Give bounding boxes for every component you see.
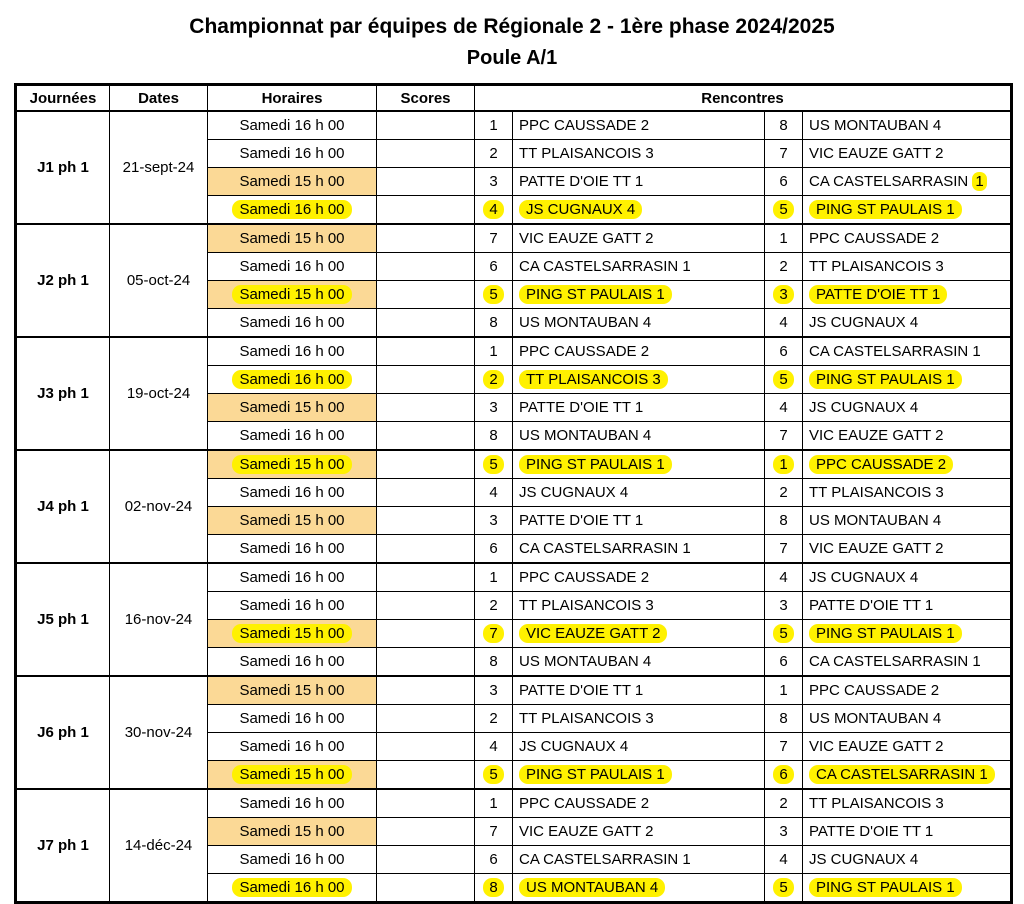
schedule-table xyxy=(14,83,1013,904)
match-row xyxy=(16,337,1012,366)
home-team-cell: US MONTAUBAN 4 xyxy=(513,309,765,338)
away-team-cell xyxy=(803,620,1012,648)
home-team-cell: VIC EAUZE GATT 2 xyxy=(513,224,765,253)
home-number-cell xyxy=(475,366,513,394)
yellow-highlight: PING ST PAULAIS 1 xyxy=(809,200,962,219)
score-cell xyxy=(377,705,475,733)
away-team-cell: TT PLAISANCOIS 3 xyxy=(803,789,1012,818)
score-cell xyxy=(377,140,475,168)
yellow-highlight: 1 xyxy=(773,455,793,474)
home-team-cell: PPC CAUSSADE 2 xyxy=(513,789,765,818)
horaire-cell: Samedi 15 h 00 xyxy=(208,224,377,253)
home-team-cell: US MONTAUBAN 4 xyxy=(513,422,765,451)
home-number-cell: 8 xyxy=(475,422,513,451)
score-cell xyxy=(377,846,475,874)
horaire-cell: Samedi 16 h 00 xyxy=(208,111,377,140)
date-cell: 30-nov-24 xyxy=(110,676,208,789)
yellow-highlight: JS CUGNAUX 4 xyxy=(519,200,642,219)
match-row xyxy=(16,789,1012,818)
yellow-highlight: PING ST PAULAIS 1 xyxy=(809,370,962,389)
yellow-highlight: CA CASTELSARRASIN 1 xyxy=(809,765,995,784)
horaire-cell: Samedi 16 h 00 xyxy=(208,733,377,761)
away-number-cell xyxy=(765,450,803,479)
horaire-cell xyxy=(208,874,377,903)
journee-cell: J1 ph 1 xyxy=(16,111,110,224)
away-number-cell: 3 xyxy=(765,818,803,846)
home-team-cell: PATTE D'OIE TT 1 xyxy=(513,394,765,422)
home-number-cell: 7 xyxy=(475,224,513,253)
page-subtitle: Poule A/1 xyxy=(466,47,558,69)
title-block xyxy=(0,0,1024,70)
journee-cell: J4 ph 1 xyxy=(16,450,110,563)
date-cell: 21-sept-24 xyxy=(110,111,208,224)
home-number-cell: 6 xyxy=(475,846,513,874)
match-row xyxy=(16,111,1012,140)
score-cell xyxy=(377,818,475,846)
away-team-cell: US MONTAUBAN 4 xyxy=(803,507,1012,535)
away-number-cell xyxy=(765,196,803,225)
away-team-cell: US MONTAUBAN 4 xyxy=(803,705,1012,733)
date-cell: 05-oct-24 xyxy=(110,224,208,337)
away-number-cell: 8 xyxy=(765,111,803,140)
yellow-highlight: PING ST PAULAIS 1 xyxy=(519,765,672,784)
date-cell: 02-nov-24 xyxy=(110,450,208,563)
home-team-cell: TT PLAISANCOIS 3 xyxy=(513,592,765,620)
horaire-cell xyxy=(208,761,377,790)
home-team-cell: PPC CAUSSADE 2 xyxy=(513,563,765,592)
home-team-cell xyxy=(513,874,765,903)
horaire-cell: Samedi 16 h 00 xyxy=(208,648,377,677)
horaire-cell: Samedi 16 h 00 xyxy=(208,253,377,281)
score-cell xyxy=(377,789,475,818)
home-team-cell: PATTE D'OIE TT 1 xyxy=(513,507,765,535)
home-number-cell: 6 xyxy=(475,535,513,564)
away-team-cell: PPC CAUSSADE 2 xyxy=(803,224,1012,253)
score-cell xyxy=(377,337,475,366)
journee-cell: J3 ph 1 xyxy=(16,337,110,450)
away-number-cell: 2 xyxy=(765,253,803,281)
away-team-cell xyxy=(803,196,1012,225)
away-team-cell: VIC EAUZE GATT 2 xyxy=(803,422,1012,451)
home-team-cell: TT PLAISANCOIS 3 xyxy=(513,705,765,733)
away-number-cell: 2 xyxy=(765,789,803,818)
score-cell xyxy=(377,507,475,535)
away-number-cell: 4 xyxy=(765,846,803,874)
horaire-cell: Samedi 16 h 00 xyxy=(208,535,377,564)
match-row xyxy=(16,224,1012,253)
horaire-cell xyxy=(208,196,377,225)
home-team-cell xyxy=(513,196,765,225)
horaire-cell xyxy=(208,450,377,479)
home-number-cell: 3 xyxy=(475,676,513,705)
journee-cell: J7 ph 1 xyxy=(16,789,110,903)
home-number-cell: 3 xyxy=(475,394,513,422)
yellow-highlight: Samedi 15 h 00 xyxy=(232,624,351,643)
score-cell xyxy=(377,394,475,422)
home-team-cell: CA CASTELSARRASIN 1 xyxy=(513,535,765,564)
home-number-cell: 1 xyxy=(475,111,513,140)
date-cell: 14-déc-24 xyxy=(110,789,208,903)
home-number-cell: 8 xyxy=(475,309,513,338)
horaire-cell: Samedi 16 h 00 xyxy=(208,479,377,507)
away-number-cell: 7 xyxy=(765,140,803,168)
journee-cell: J2 ph 1 xyxy=(16,224,110,337)
horaire-cell: Samedi 15 h 00 xyxy=(208,507,377,535)
away-team-cell xyxy=(803,761,1012,790)
away-team-cell: US MONTAUBAN 4 xyxy=(803,111,1012,140)
yellow-highlight: 6 xyxy=(773,765,793,784)
score-cell xyxy=(377,874,475,903)
match-row xyxy=(16,563,1012,592)
home-number-cell: 2 xyxy=(475,705,513,733)
away-number-cell: 7 xyxy=(765,422,803,451)
horaire-cell: Samedi 15 h 00 xyxy=(208,168,377,196)
yellow-highlight: Samedi 15 h 00 xyxy=(232,765,351,784)
horaire-cell xyxy=(208,366,377,394)
away-team-cell: VIC EAUZE GATT 2 xyxy=(803,535,1012,564)
away-team-cell: PATTE D'OIE TT 1 xyxy=(803,818,1012,846)
home-number-cell: 6 xyxy=(475,253,513,281)
home-team-cell xyxy=(513,620,765,648)
away-team-cell: PATTE D'OIE TT 1 xyxy=(803,592,1012,620)
home-team-cell: CA CASTELSARRASIN 1 xyxy=(513,846,765,874)
horaire-cell: Samedi 16 h 00 xyxy=(208,592,377,620)
yellow-highlight: 5 xyxy=(773,200,793,219)
score-cell xyxy=(377,479,475,507)
yellow-highlight: PATTE D'OIE TT 1 xyxy=(809,285,947,304)
horaire-cell xyxy=(208,620,377,648)
score-cell xyxy=(377,563,475,592)
away-team-cell: CA CASTELSARRASIN 1 xyxy=(803,648,1012,677)
match-row xyxy=(16,676,1012,705)
away-number-cell: 7 xyxy=(765,535,803,564)
score-cell xyxy=(377,111,475,140)
home-number-cell xyxy=(475,450,513,479)
date-cell: 16-nov-24 xyxy=(110,563,208,676)
horaire-cell: Samedi 16 h 00 xyxy=(208,140,377,168)
home-team-cell: PPC CAUSSADE 2 xyxy=(513,111,765,140)
home-number-cell xyxy=(475,281,513,309)
home-team-cell: TT PLAISANCOIS 3 xyxy=(513,140,765,168)
yellow-highlight: Samedi 15 h 00 xyxy=(232,455,351,474)
home-number-cell: 3 xyxy=(475,507,513,535)
horaire-cell: Samedi 15 h 00 xyxy=(208,676,377,705)
away-number-cell: 6 xyxy=(765,337,803,366)
header-dates: Dates xyxy=(110,85,208,112)
away-number-cell xyxy=(765,366,803,394)
yellow-highlight: PING ST PAULAIS 1 xyxy=(519,455,672,474)
away-number-cell xyxy=(765,620,803,648)
horaire-cell: Samedi 15 h 00 xyxy=(208,818,377,846)
yellow-highlight: 4 xyxy=(483,200,503,219)
away-number-cell: 4 xyxy=(765,563,803,592)
score-cell xyxy=(377,450,475,479)
journee-cell: J5 ph 1 xyxy=(16,563,110,676)
home-number-cell: 1 xyxy=(475,789,513,818)
horaire-cell: Samedi 16 h 00 xyxy=(208,789,377,818)
schedule-body xyxy=(16,111,1012,903)
home-number-cell: 7 xyxy=(475,818,513,846)
yellow-highlight: 5 xyxy=(773,878,793,897)
home-team-cell xyxy=(513,366,765,394)
home-number-cell: 2 xyxy=(475,592,513,620)
away-number-cell xyxy=(765,874,803,903)
header-journees: Journées xyxy=(16,85,110,112)
yellow-highlight: US MONTAUBAN 4 xyxy=(519,878,665,897)
header-scores: Scores xyxy=(377,85,475,112)
home-team-cell xyxy=(513,281,765,309)
journee-cell: J6 ph 1 xyxy=(16,676,110,789)
yellow-highlight: PPC CAUSSADE 2 xyxy=(809,455,953,474)
away-number-cell: 3 xyxy=(765,592,803,620)
home-team-cell: PATTE D'OIE TT 1 xyxy=(513,676,765,705)
score-cell xyxy=(377,281,475,309)
score-cell xyxy=(377,309,475,338)
away-team-cell: JS CUGNAUX 4 xyxy=(803,846,1012,874)
horaire-cell: Samedi 15 h 00 xyxy=(208,394,377,422)
away-number-cell: 4 xyxy=(765,309,803,338)
yellow-highlight: PING ST PAULAIS 1 xyxy=(809,624,962,643)
away-team-cell: JS CUGNAUX 4 xyxy=(803,563,1012,592)
home-number-cell: 3 xyxy=(475,168,513,196)
score-cell xyxy=(377,592,475,620)
away-team-cell xyxy=(803,874,1012,903)
yellow-highlight: Samedi 16 h 00 xyxy=(232,370,351,389)
horaire-cell: Samedi 16 h 00 xyxy=(208,309,377,338)
away-team-cell: CA CASTELSARRASIN 1 xyxy=(803,168,1012,196)
home-number-cell xyxy=(475,761,513,790)
header-row xyxy=(16,85,1012,112)
home-number-cell xyxy=(475,620,513,648)
home-team-cell: PATTE D'OIE TT 1 xyxy=(513,168,765,196)
horaire-cell: Samedi 16 h 00 xyxy=(208,337,377,366)
home-team-cell: US MONTAUBAN 4 xyxy=(513,648,765,677)
date-cell: 19-oct-24 xyxy=(110,337,208,450)
score-cell xyxy=(377,253,475,281)
score-cell xyxy=(377,422,475,451)
away-team-cell: TT PLAISANCOIS 3 xyxy=(803,253,1012,281)
away-team-cell: VIC EAUZE GATT 2 xyxy=(803,733,1012,761)
away-number-cell xyxy=(765,761,803,790)
home-number-cell: 1 xyxy=(475,563,513,592)
score-cell xyxy=(377,761,475,790)
yellow-highlight: Samedi 16 h 00 xyxy=(232,200,351,219)
home-number-cell: 8 xyxy=(475,648,513,677)
away-team-cell: VIC EAUZE GATT 2 xyxy=(803,140,1012,168)
header-rencontres: Rencontres xyxy=(475,85,1012,112)
horaire-cell: Samedi 16 h 00 xyxy=(208,422,377,451)
score-cell xyxy=(377,676,475,705)
yellow-highlight: VIC EAUZE GATT 2 xyxy=(519,624,667,643)
score-cell xyxy=(377,224,475,253)
away-number-cell: 7 xyxy=(765,733,803,761)
home-number-cell: 2 xyxy=(475,140,513,168)
away-number-cell: 6 xyxy=(765,648,803,677)
home-team-cell xyxy=(513,450,765,479)
home-team-cell: VIC EAUZE GATT 2 xyxy=(513,818,765,846)
score-cell xyxy=(377,366,475,394)
home-number-cell: 1 xyxy=(475,337,513,366)
page-title: Championnat par équipes de Régionale 2 - 1ère phase 2024/2025 xyxy=(189,15,835,38)
score-cell xyxy=(377,535,475,564)
horaire-cell: Samedi 16 h 00 xyxy=(208,563,377,592)
yellow-highlight: 5 xyxy=(773,624,793,643)
yellow-highlight: 3 xyxy=(773,285,793,304)
home-team-cell: CA CASTELSARRASIN 1 xyxy=(513,253,765,281)
yellow-highlight: 2 xyxy=(483,370,503,389)
home-team-cell xyxy=(513,761,765,790)
home-number-cell xyxy=(475,874,513,903)
away-team-cell: CA CASTELSARRASIN 1 xyxy=(803,337,1012,366)
away-number-cell: 8 xyxy=(765,705,803,733)
yellow-highlight: Samedi 15 h 00 xyxy=(232,285,351,304)
away-number-cell: 8 xyxy=(765,507,803,535)
home-number-cell: 4 xyxy=(475,479,513,507)
score-cell xyxy=(377,648,475,677)
yellow-highlight: Samedi 16 h 00 xyxy=(232,878,351,897)
away-team-cell xyxy=(803,366,1012,394)
score-cell xyxy=(377,620,475,648)
yellow-highlight: 5 xyxy=(483,285,503,304)
away-number-cell: 1 xyxy=(765,224,803,253)
yellow-highlight: PING ST PAULAIS 1 xyxy=(519,285,672,304)
yellow-highlight: 5 xyxy=(773,370,793,389)
yellow-highlight: 5 xyxy=(483,455,503,474)
horaire-cell: Samedi 16 h 00 xyxy=(208,705,377,733)
home-team-cell: PPC CAUSSADE 2 xyxy=(513,337,765,366)
home-team-cell: JS CUGNAUX 4 xyxy=(513,479,765,507)
home-number-cell: 4 xyxy=(475,733,513,761)
horaire-cell: Samedi 16 h 00 xyxy=(208,846,377,874)
away-team-cell: JS CUGNAUX 4 xyxy=(803,394,1012,422)
away-team-cell: TT PLAISANCOIS 3 xyxy=(803,479,1012,507)
yellow-highlight: 8 xyxy=(483,878,503,897)
yellow-highlight: TT PLAISANCOIS 3 xyxy=(519,370,668,389)
away-team-cell: JS CUGNAUX 4 xyxy=(803,309,1012,338)
yellow-highlight: 7 xyxy=(483,624,503,643)
yellow-highlight: 5 xyxy=(483,765,503,784)
away-team-cell xyxy=(803,281,1012,309)
away-team-cell: PPC CAUSSADE 2 xyxy=(803,676,1012,705)
yellow-highlight: 1 xyxy=(972,172,986,191)
away-number-cell xyxy=(765,281,803,309)
home-number-cell xyxy=(475,196,513,225)
away-number-cell: 4 xyxy=(765,394,803,422)
header-horaires: Horaires xyxy=(208,85,377,112)
score-cell xyxy=(377,733,475,761)
match-row xyxy=(16,450,1012,479)
horaire-cell xyxy=(208,281,377,309)
home-team-cell: JS CUGNAUX 4 xyxy=(513,733,765,761)
yellow-highlight: PING ST PAULAIS 1 xyxy=(809,878,962,897)
score-cell xyxy=(377,168,475,196)
away-number-cell: 6 xyxy=(765,168,803,196)
score-cell xyxy=(377,196,475,225)
away-team-cell xyxy=(803,450,1012,479)
away-number-cell: 1 xyxy=(765,676,803,705)
away-number-cell: 2 xyxy=(765,479,803,507)
